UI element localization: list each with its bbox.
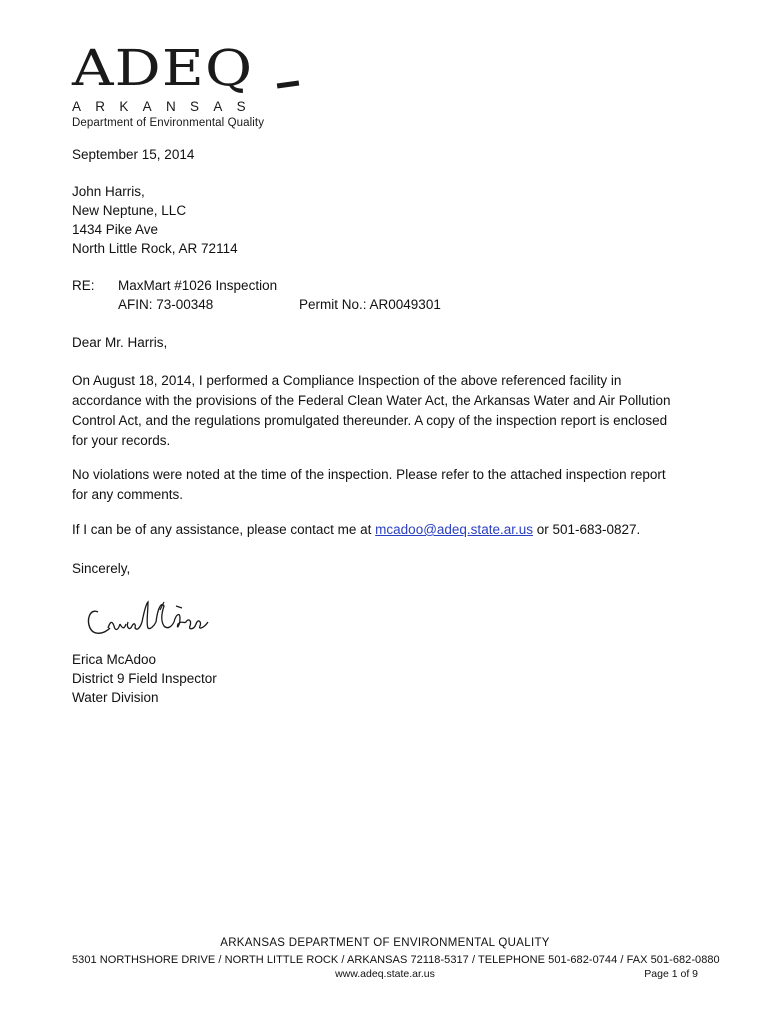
- paragraph-line: for your records.: [72, 433, 171, 448]
- logo-wordmark: ADEQ: [72, 39, 254, 97]
- recipient-city: North Little Rock, AR 72114: [72, 241, 238, 256]
- signer-division: Water Division: [72, 690, 159, 705]
- recipient-street: 1434 Pike Ave: [72, 222, 159, 237]
- re-afin: AFIN: 73-00348: [118, 297, 214, 312]
- footer-agency-name: ARKANSAS DEPARTMENT OF ENVIRONMENTAL QUALITY: [220, 937, 550, 949]
- re-permit-number: Permit No.: AR0049301: [299, 297, 441, 312]
- re-subject: MaxMart #1026 Inspection: [118, 278, 278, 293]
- contact-text: If I can be of any assistance, please contact me at: [72, 522, 376, 537]
- re-label: RE:: [72, 278, 95, 293]
- paragraph-line: accordance with the provisions of the Federal Clean Water Act, the Arkansas Water and Air Pollution: [72, 393, 671, 408]
- logo-state-name: ARKANSAS: [72, 99, 260, 114]
- signer-title: District 9 Field Inspector: [72, 671, 217, 686]
- paragraph-line: No violations were noted at the time of the inspection. Please refer to the attached inspection report: [72, 467, 666, 482]
- paragraph-inspection: [72, 371, 712, 451]
- contact-line: [72, 521, 640, 540]
- closing: Sincerely,: [72, 561, 131, 576]
- footer-website: www.adeq.state.ar.us: [335, 968, 435, 980]
- salutation: Dear Mr. Harris,: [72, 335, 168, 350]
- contact-phone-text: or 501-683-0827.: [532, 522, 641, 537]
- paragraph-line: On August 18, 2014, I performed a Compliance Inspection of the above referenced facility in: [72, 373, 622, 388]
- recipient-name: John Harris,: [72, 184, 145, 199]
- letter-date: September 15, 2014: [72, 147, 195, 162]
- paragraph-violations: [72, 465, 712, 505]
- paragraph-line: for any comments.: [72, 487, 184, 502]
- page-number: Page 1 of 9: [644, 968, 698, 980]
- footer-address: 5301 NORTHSHORE DRIVE / NORTH LITTLE ROCK / ARKANSAS 72118-5317 / TELEPHONE 501-682-0744 / FAX 501-682-0880: [72, 954, 720, 966]
- paragraph-line: Control Act, and the regulations promulgated thereunder. A copy of the inspection report is enclosed: [72, 413, 668, 428]
- adeq-logo: [72, 40, 287, 130]
- logo-q-tail-mark: [277, 80, 299, 88]
- email-link[interactable]: mcadoo@adeq.state.ar.us: [375, 522, 533, 537]
- signer-name: Erica McAdoo: [72, 652, 157, 667]
- handwritten-signature: [84, 598, 214, 642]
- recipient-company: New Neptune, LLC: [72, 203, 187, 218]
- logo-department-name: Department of Environmental Quality: [72, 117, 265, 129]
